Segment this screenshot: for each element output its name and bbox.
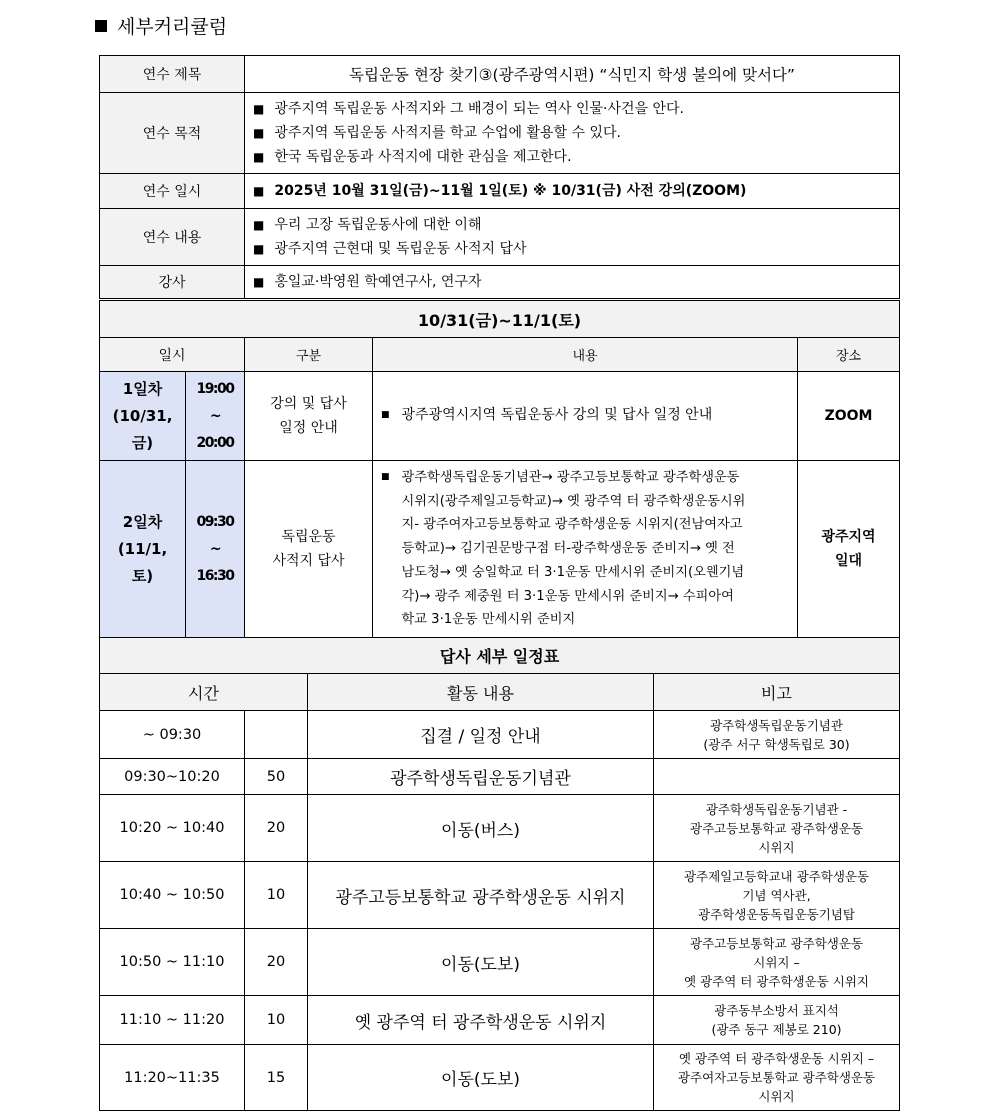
row-time: 09:30~10:20 [100,759,245,795]
row-minutes: 20 [245,795,308,862]
course-purpose-label: 연수 목적 [100,93,245,174]
row-minutes: 10 [245,862,308,929]
row-minutes: 50 [245,759,308,795]
section-heading-text: 세부커리큘럼 [117,16,228,38]
row-note: 옛 광주역 터 광주학생운동 시위지 – 광주여자고등보통학교 광주학생운동 시위지 [654,1045,900,1111]
course-content-label: 연수 내용 [100,209,245,266]
row-activity: 옛 광주역 터 광주학생운동 시위지 [308,996,654,1045]
course-date-cell [245,174,900,209]
row-activity: 광주고등보통학교 광주학생운동 시위지 [308,862,654,929]
day-2-category: 독립운동 사적지 답사 [245,461,373,638]
table-row [100,795,900,862]
course-title: 독립운동 현장 찾기③(광주광역시편) “식민지 학생 불의에 맞서다” [245,56,900,93]
day-1-category: 강의 및 답사 일정 안내 [245,372,373,461]
itinerary-header-time: 시간 [100,674,308,711]
course-content-cell [245,209,900,266]
content-list [245,209,899,265]
row-activity: 광주학생독립운동기념관 [308,759,654,795]
row-time: 10:40 ~ 10:50 [100,862,245,929]
itinerary-header-note: 비고 [654,674,900,711]
row-note [654,759,900,795]
row-minutes: 20 [245,929,308,996]
schedule-header-place: 장소 [798,338,900,372]
row-time: 10:20 ~ 10:40 [100,795,245,862]
row-note: 광주제일고등학교내 광주학생운동 기념 역사관, 광주학생운동독립운동기념탑 [654,862,900,929]
course-title-label: 연수 제목 [100,56,245,93]
purpose-item: ■ 한국 독립운동과 사적지에 대한 관심을 제고한다. [253,145,899,169]
table-row [100,929,900,996]
content-item: ■ 광주지역 근현대 및 독립운동 사적지 답사 [253,237,899,261]
schedule-table [99,300,900,638]
row-minutes: 10 [245,996,308,1045]
schedule-title: 10/31(금)~11/1(토) [100,301,900,338]
itinerary-title: 답사 세부 일정표 [100,638,900,674]
course-date-label: 연수 일시 [100,174,245,209]
day-2-place: 광주지역 일대 [798,461,900,638]
row-time: 11:20~11:35 [100,1045,245,1111]
course-date: ■ 2025년 10월 31일(금)~11월 1일(토) ※ 10/31(금) 사전 강의(ZOOM) [253,179,899,203]
row-activity: 이동(버스) [308,795,654,862]
row-time: ~ 09:30 [100,711,245,759]
schedule-header-category: 구분 [245,338,373,372]
purpose-list [245,93,899,173]
day-1-content: ■ 광주광역시지역 독립운동사 강의 및 답사 일정 안내 [373,372,798,461]
schedule-header-content: 내용 [373,338,798,372]
row-time: 10:50 ~ 11:10 [100,929,245,996]
day-1-place: ZOOM [798,372,900,461]
table-row [100,1045,900,1111]
table-row [100,759,900,795]
purpose-item: ■ 광주지역 독립운동 사적지를 학교 수업에 활용할 수 있다. [253,121,899,145]
table-row [100,862,900,929]
instructor: ■ 홍일교·박영원 학예연구사, 연구자 [253,270,899,294]
row-note: 광주고등보통학교 광주학생운동 시위지 – 옛 광주역 터 광주학생운동 시위지 [654,929,900,996]
course-info-table [99,55,900,299]
content-item: ■ 우리 고장 독립운동사에 대한 이해 [253,213,899,237]
row-activity: 이동(도보) [308,1045,654,1111]
purpose-item: ■ 광주지역 독립운동 사적지와 그 배경이 되는 역사 인물·사건을 안다. [253,97,899,121]
day-1-time: 19:00 ~ 20:00 [186,372,245,461]
table-row [100,996,900,1045]
instructor-cell [245,266,900,299]
row-time: 11:10 ~ 11:20 [100,996,245,1045]
course-purpose-cell [245,93,900,174]
row-note: 광주동부소방서 표지석 (광주 동구 제봉로 210) [654,996,900,1045]
day-1-label: 1일차 (10/31, 금) [100,372,186,461]
row-activity: 이동(도보) [308,929,654,996]
schedule-header-date: 일시 [100,338,245,372]
row-minutes [245,711,308,759]
day-2-label: 2일차 (11/1, 토) [100,461,186,638]
instructor-label: 강사 [100,266,245,299]
itinerary-table [99,637,900,1111]
row-note: 광주학생독립운동기념관 (광주 서구 학생독립로 30) [654,711,900,759]
row-activity: 집결 / 일정 안내 [308,711,654,759]
section-heading [95,12,227,39]
day-2-content: ■ 광주학생독립운동기념관→ 광주고등보통학교 광주학생운동 시위지(광주제일고등학교)→ 옛 광주역 터 광주학생운동시위 지- 광주여자고등보통학교 광주학생운동 시위지(전남여자고 등학교)→ 김기권문방구점 터-광주학생운동 준비지→ 옛 전 남도청→ 옛 숭일학교 터 3·1운동 만세시위 준비지(오웬기념 각)→ 광주 제중원 터 3·1운동 만세시위 준비지→ 수피아여 학교 3·1운동 만세시위 준비지 [373,461,798,638]
row-minutes: 15 [245,1045,308,1111]
table-row [100,711,900,759]
square-bullet-icon [95,20,107,32]
itinerary-header-activity: 활동 내용 [308,674,654,711]
day-2-time: 09:30 ~ 16:30 [186,461,245,638]
row-note: 광주학생독립운동기념관 - 광주고등보통학교 광주학생운동 시위지 [654,795,900,862]
